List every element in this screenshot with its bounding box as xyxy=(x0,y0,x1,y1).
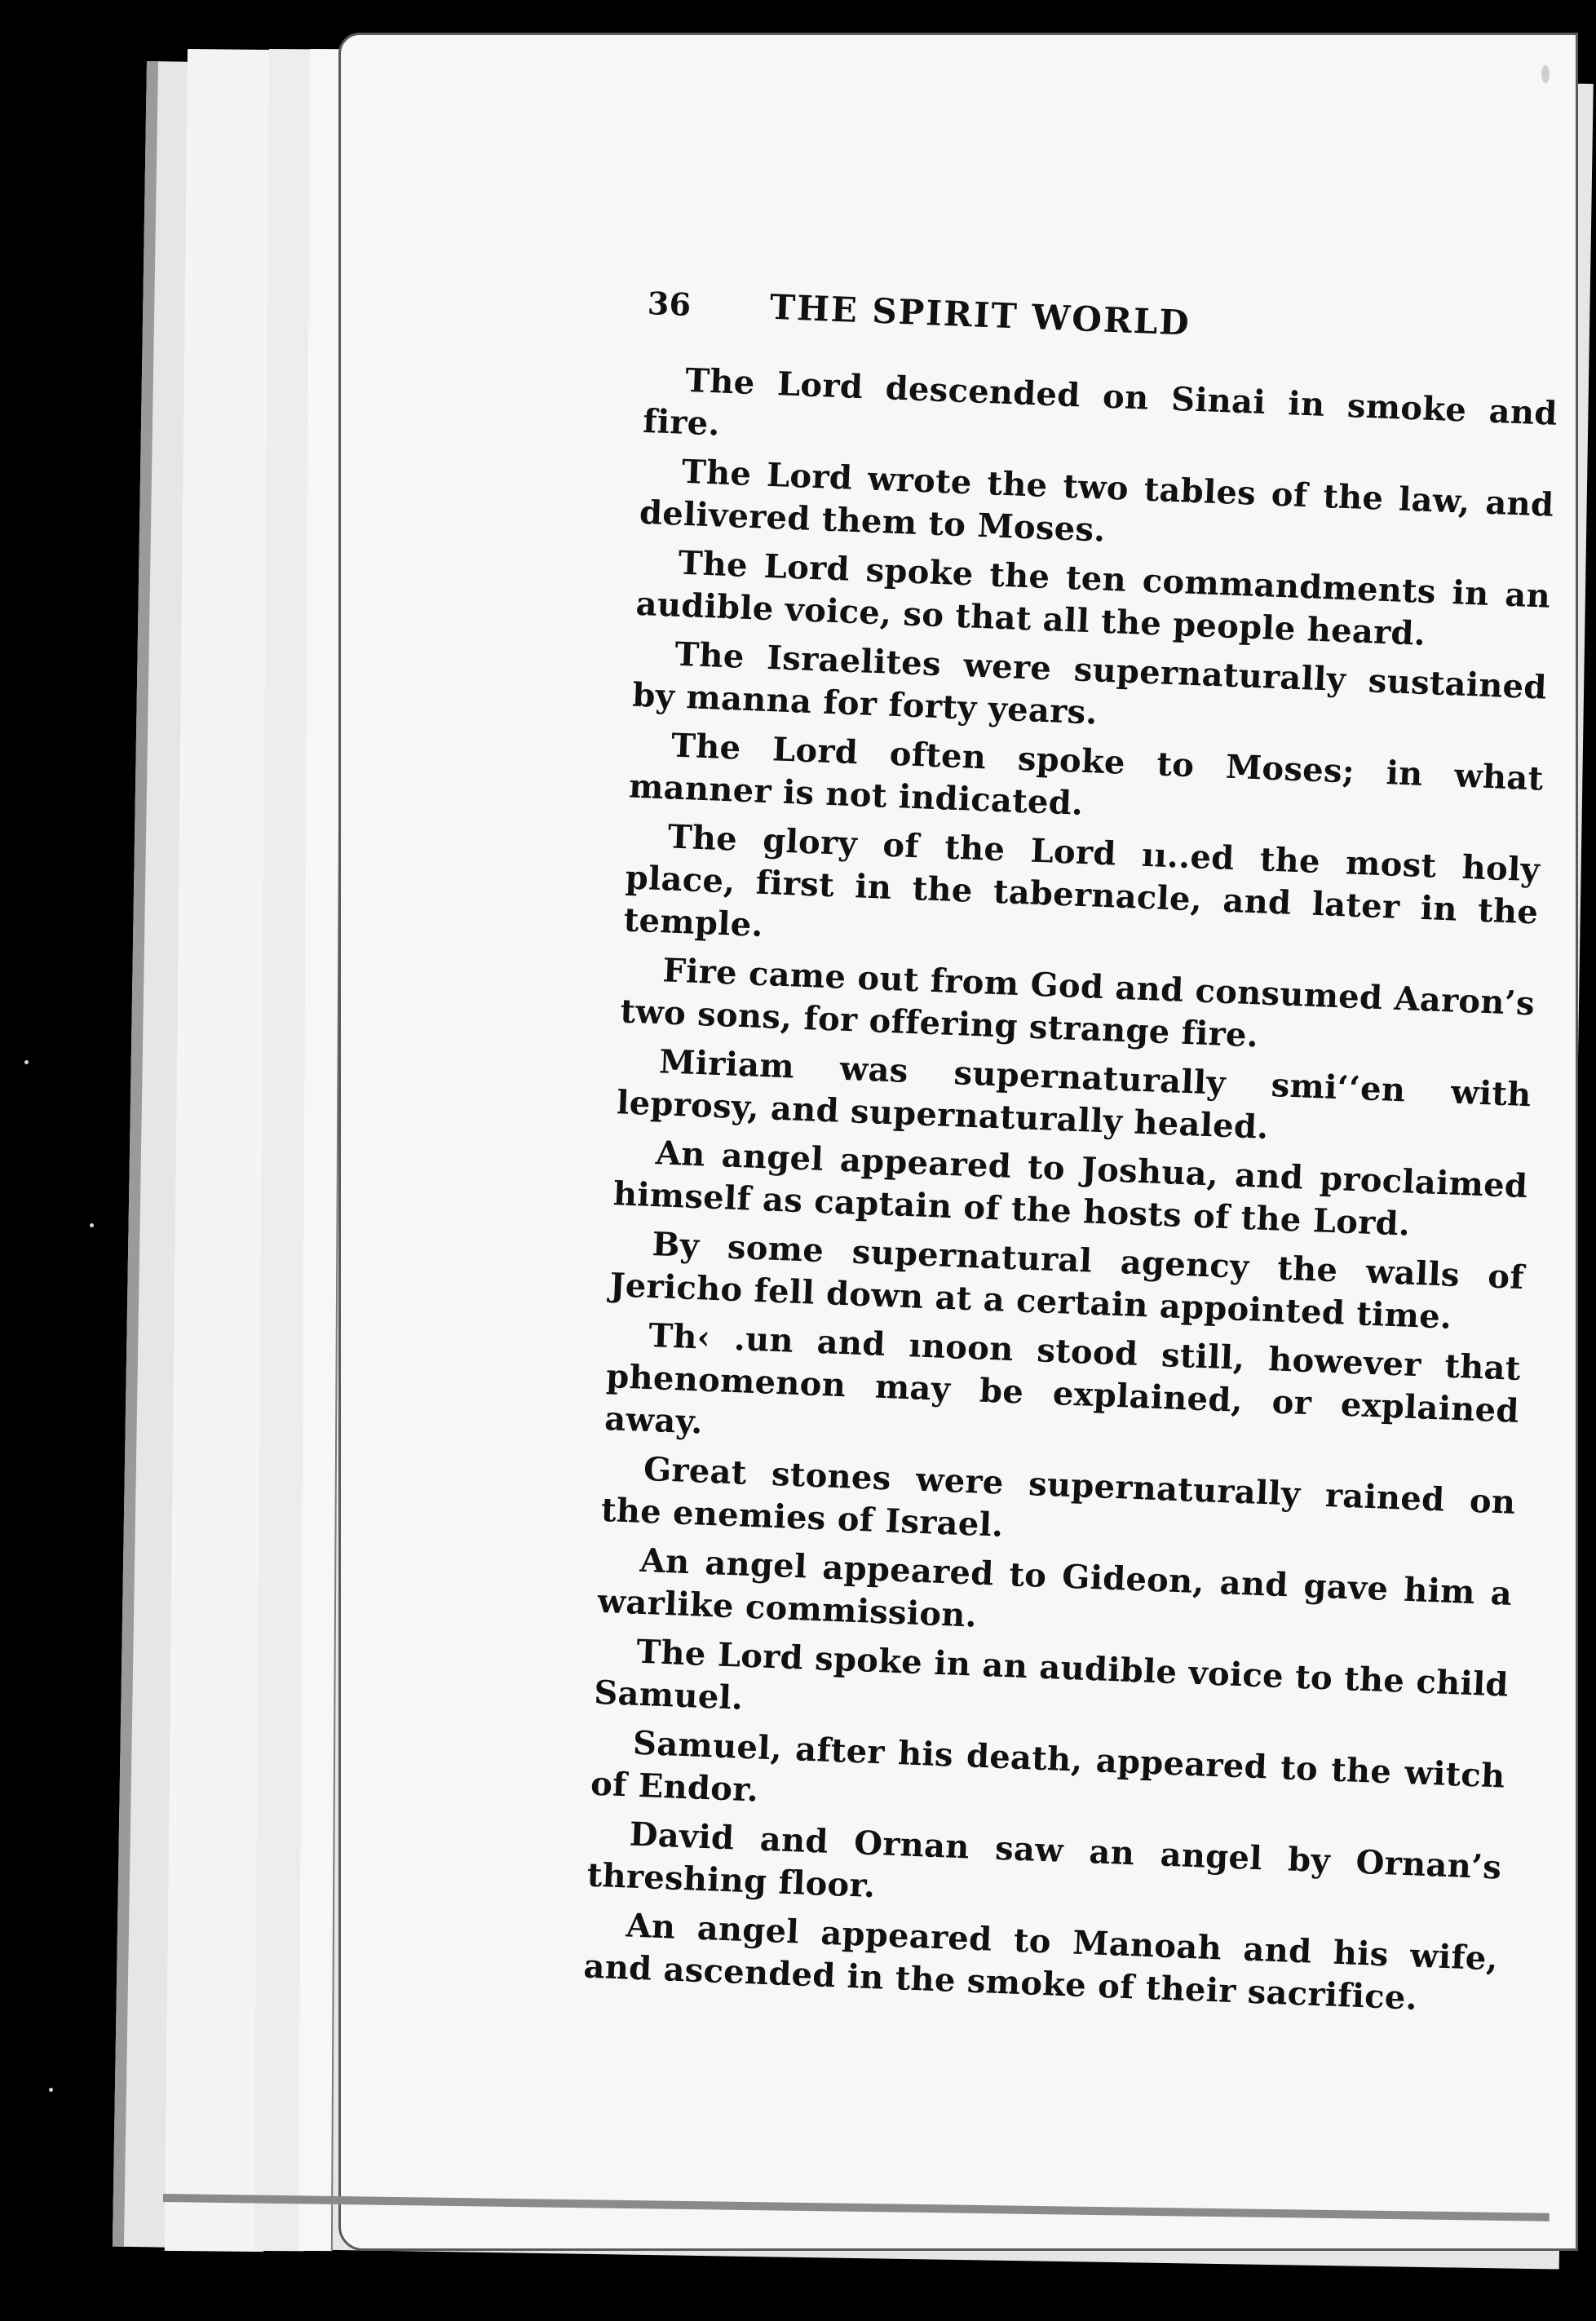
dust-speck xyxy=(1541,65,1550,83)
dust-speck xyxy=(49,2088,53,2092)
paragraph: The Lord spoke in an audible voice to the child Samuel. xyxy=(593,1632,1510,1718)
paragraph: By some supernatural agency the walls of Jericho fell down at a certain appointed time. xyxy=(608,1225,1525,1337)
paragraph: David and Ornan saw an angel by Ornan’s threshing floor. xyxy=(586,1815,1503,1906)
paragraph: The glory of the Lord ıı..ed the most holy place, first in the tabernacle, and later in the temple. xyxy=(623,817,1541,944)
paragraph: An angel appeared to Manoah and his wife, and ascended in the smoke of their sacrifice. xyxy=(582,1906,1499,2018)
paragraph: An angel appeared to Gideon, and gave him a warlike commission. xyxy=(596,1541,1513,1635)
paragraph: The Lord spoke the ten commandments in an audible voice, so that all the people heard. xyxy=(634,543,1551,653)
paragraph: The Israelites were supernaturally sustained by manna for forty years. xyxy=(631,634,1548,732)
paragraph: The Lord wrote the two tables of the law, and delivered them to Moses. xyxy=(639,452,1555,550)
paragraph: Miriam was supernaturally smi‘‘en with leprosy, and supernaturally healed. xyxy=(616,1042,1532,1147)
paragraph: An angel appeared to Joshua, and proclaimed himself as captain of the hosts of the Lord. xyxy=(612,1134,1529,1244)
running-title: THE SPIRIT WORLD xyxy=(768,286,1191,343)
page-number: 36 xyxy=(647,284,692,324)
dust-speck xyxy=(24,1060,29,1064)
text-block xyxy=(582,281,1561,2029)
paragraph: Th‹ .un and ınoon stood still, however that phenomenon may be explained, or explained away. xyxy=(603,1315,1522,1442)
paragraph: Great stones were supernaturally rained on the enemies of Israel. xyxy=(600,1449,1517,1545)
paragraph: The Lord often spoke to Moses; in what manner is not indicated. xyxy=(628,726,1545,823)
dust-speck xyxy=(90,1223,94,1227)
paragraph: Fire came out from God and consumed Aaron’s two sons, for offering strange fire. xyxy=(619,951,1536,1055)
paragraph: Samuel, after his death, appeared to the witch of Endor. xyxy=(590,1723,1506,1810)
paragraph: The Lord descended on Sinai in smoke and fire. xyxy=(642,360,1558,444)
